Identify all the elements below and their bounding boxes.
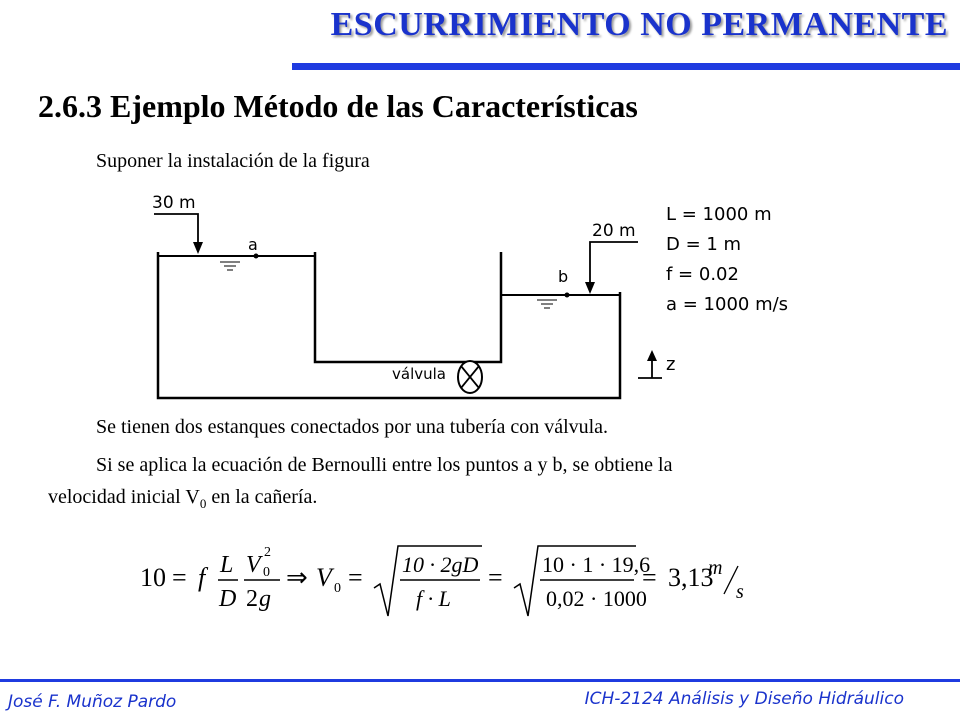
eq-L: L bbox=[220, 552, 234, 578]
eq-implies: ⇒ bbox=[286, 563, 308, 592]
eq-equals-4: = bbox=[642, 563, 657, 592]
paragraph-bernoulli-line2 bbox=[48, 486, 317, 512]
eq-two: 2 bbox=[246, 586, 258, 612]
paragraph-tanks: Se tienen dos estanques conectados por una tubería con válvula. bbox=[96, 416, 609, 438]
arrow-20m bbox=[590, 242, 638, 288]
eq-V0-sub: 0 bbox=[334, 581, 341, 596]
eq-lhs: 10 bbox=[140, 563, 166, 592]
param-wave-speed: a = 1000 m/s bbox=[666, 294, 789, 315]
point-b-label: b bbox=[558, 267, 569, 286]
parameters-list bbox=[666, 200, 788, 320]
z-axis-icon bbox=[638, 350, 662, 378]
valve-label: válvula bbox=[392, 365, 446, 383]
intro-text: Suponer la instalación de la figura bbox=[96, 150, 370, 172]
eq-equals-2: = bbox=[348, 563, 363, 592]
eq-result: 3,13 bbox=[668, 563, 714, 592]
eq-V-sub-num: 0 bbox=[263, 565, 270, 580]
header-rule bbox=[292, 63, 960, 70]
param-diameter: D = 1 m bbox=[666, 234, 742, 255]
eq-unit-s: s bbox=[736, 581, 744, 603]
velocity-text: velocidad inicial V bbox=[48, 486, 200, 508]
paragraph-bernoulli-line1: Si se aplica la ecuación de Bernoulli entre los puntos a y b, se obtiene la bbox=[96, 454, 673, 476]
label-20m: 20 m bbox=[592, 221, 636, 241]
footer-course: ICH-2124 Análisis y Diseño Hidráulico bbox=[584, 689, 904, 709]
footer-rule bbox=[0, 679, 960, 682]
eq-num2: 10 · 1 · 19,6 bbox=[542, 552, 651, 577]
label-30m: 30 m bbox=[152, 193, 196, 213]
water-level-symbol-right bbox=[537, 300, 557, 308]
eq-V-sup: 2 bbox=[264, 545, 271, 560]
eq-unit-m: m bbox=[708, 557, 723, 579]
z-label: z bbox=[666, 354, 676, 375]
bernoulli-equation bbox=[140, 540, 780, 620]
param-length: L = 1000 m bbox=[666, 204, 772, 225]
header-title: ESCURRIMIENTO NO PERMANENTE bbox=[330, 6, 948, 43]
eq-den1: f · L bbox=[416, 586, 451, 611]
point-b-marker bbox=[565, 293, 570, 298]
point-a-label: a bbox=[248, 235, 258, 254]
eq-den2: 0,02 · 1000 bbox=[546, 586, 647, 611]
eq-equals-3: = bbox=[488, 563, 503, 592]
footer-author: José F. Muñoz Pardo bbox=[8, 692, 177, 712]
param-friction: f = 0.02 bbox=[666, 264, 739, 285]
eq-num1: 10 · 2gD bbox=[402, 552, 479, 577]
tank-walls bbox=[158, 252, 620, 398]
valve-icon bbox=[458, 361, 482, 393]
pipe-text: en la cañería. bbox=[206, 486, 318, 508]
eq-equals-1: = bbox=[172, 563, 187, 592]
arrow-30m-head bbox=[193, 242, 203, 254]
arrow-20m-head bbox=[585, 282, 595, 294]
eq-g: g bbox=[259, 586, 271, 612]
eq-D: D bbox=[219, 586, 237, 612]
arrow-30m bbox=[154, 214, 198, 248]
eq-V-num: V bbox=[246, 552, 261, 578]
water-level-symbol-left bbox=[220, 262, 240, 270]
eq-f: f bbox=[198, 563, 206, 592]
point-a-marker bbox=[254, 254, 259, 259]
velocity-subscript: 0 bbox=[199, 496, 207, 511]
eq-V0: V bbox=[316, 563, 332, 592]
section-title: 2.6.3 Ejemplo Método de las Características bbox=[38, 88, 638, 124]
